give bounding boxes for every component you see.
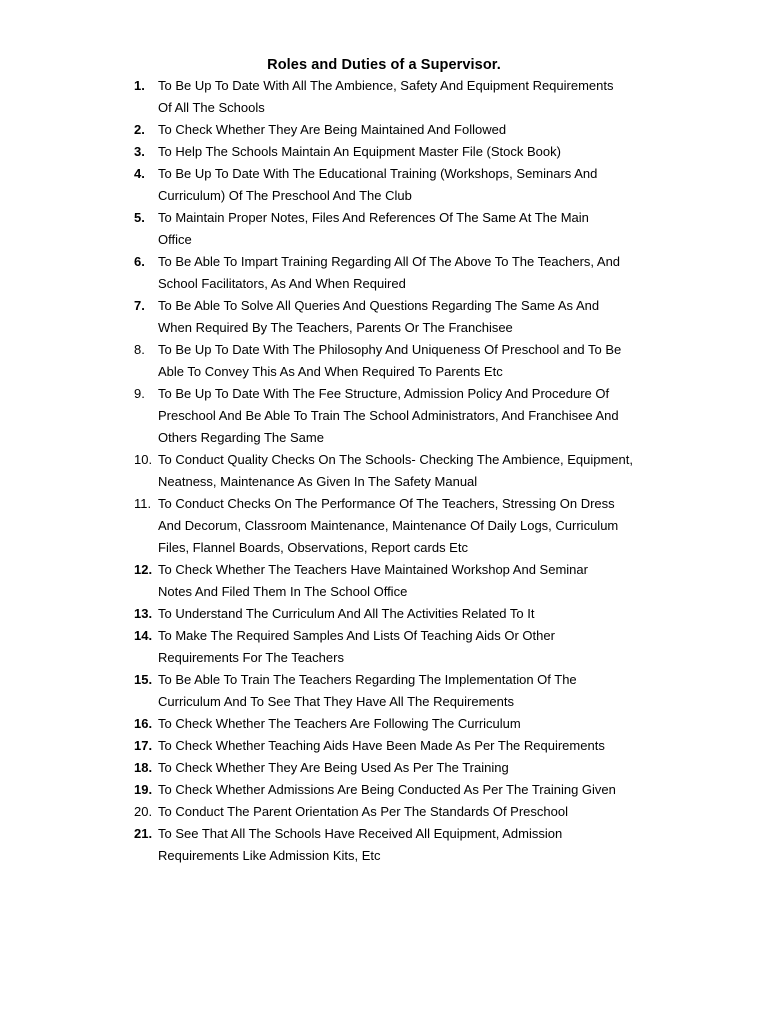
- duty-number: 4.: [134, 166, 145, 181]
- duty-text-line: Office: [158, 232, 192, 247]
- duty-text-line: Requirements Like Admission Kits, Etc: [158, 848, 381, 863]
- duty-item: [134, 823, 664, 867]
- duty-number: 13.: [134, 606, 153, 621]
- duty-number: 15.: [134, 672, 153, 687]
- duty-text-line: To Be Up To Date With The Philosophy And Uniqueness Of Preschool and To Be: [158, 342, 622, 357]
- duty-text-line: To Be Up To Date With All The Ambience, Safety And Equipment Requirements: [158, 78, 614, 93]
- duty-number: 14.: [134, 628, 153, 643]
- duty-text-line: To Be Able To Solve All Queries And Questions Regarding The Same As And: [158, 298, 600, 313]
- duty-text-line: Neatness, Maintenance As Given In The Safety Manual: [158, 474, 478, 489]
- duty-text-line: Preschool And Be Able To Train The School Administrators, And Franchisee And: [158, 408, 619, 423]
- duty-item: [134, 713, 664, 735]
- duty-item: [134, 251, 664, 295]
- duty-text-line: To Check Whether The Teachers Have Maintained Workshop And Seminar: [158, 562, 588, 577]
- duty-number: 12.: [134, 562, 153, 577]
- duty-number: 6.: [134, 254, 145, 269]
- duty-text-line: Requirements For The Teachers: [158, 650, 344, 665]
- duty-text-line: And Decorum, Classroom Maintenance, Maintenance Of Daily Logs, Curriculum: [158, 518, 619, 533]
- duty-number: 18.: [134, 760, 153, 775]
- duty-item: [134, 757, 664, 779]
- duty-text-line: To Conduct Checks On The Performance Of The Teachers, Stressing On Dress: [158, 496, 615, 511]
- duty-text-line: To Check Whether Teaching Aids Have Been Made As Per The Requirements: [158, 738, 605, 753]
- duty-number: 9.: [134, 386, 145, 401]
- duty-text-line: To Check Whether They Are Being Used As Per The Training: [158, 760, 509, 775]
- duty-number: 7.: [134, 298, 145, 313]
- duty-item: [134, 75, 664, 119]
- duty-text-line: To See That All The Schools Have Received All Equipment, Admission: [158, 826, 563, 841]
- duty-text-line: To Help The Schools Maintain An Equipment Master File (Stock Book): [158, 144, 561, 159]
- duty-text-line: Able To Convey This As And When Required To Parents Etc: [158, 364, 503, 379]
- duty-item: [134, 735, 664, 757]
- document-title: Roles and Duties of a Supervisor.: [267, 57, 501, 73]
- duty-number: 21.: [134, 826, 153, 841]
- duty-item: [134, 779, 664, 801]
- duty-number: 3.: [134, 144, 145, 159]
- duty-number: 10.: [134, 452, 153, 467]
- duty-number: 19.: [134, 782, 153, 797]
- duty-number: 2.: [134, 122, 145, 137]
- duty-text-line: To Be Up To Date With The Fee Structure, Admission Policy And Procedure Of: [158, 386, 610, 401]
- duty-text-line: To Understand The Curriculum And All The Activities Related To It: [158, 606, 535, 621]
- duty-item: [134, 207, 664, 251]
- duty-text-line: Files, Flannel Boards, Observations, Report cards Etc: [158, 540, 468, 555]
- duty-item: [134, 339, 664, 383]
- duty-item: [134, 449, 664, 493]
- duty-item: [134, 801, 664, 823]
- duty-text-line: To Be Up To Date With The Educational Training (Workshops, Seminars And: [158, 166, 598, 181]
- duty-item: [134, 119, 664, 141]
- duty-text-line: School Facilitators, As And When Required: [158, 276, 406, 291]
- duty-text-line: To Check Whether The Teachers Are Following The Curriculum: [158, 716, 521, 731]
- duty-number: 1.: [134, 78, 145, 93]
- duty-text-line: Notes And Filed Them In The School Office: [158, 584, 408, 599]
- duty-text-line: When Required By The Teachers, Parents Or The Franchisee: [158, 320, 513, 335]
- duty-item: [134, 295, 664, 339]
- duty-item: [134, 383, 664, 449]
- duties-list: [134, 75, 664, 867]
- duty-number: 11.: [134, 496, 152, 511]
- duty-number: 8.: [134, 342, 145, 357]
- duty-text-line: Others Regarding The Same: [158, 430, 324, 445]
- duty-item: [134, 559, 664, 603]
- duty-text-line: To Check Whether They Are Being Maintained And Followed: [158, 122, 507, 137]
- duty-item: [134, 141, 664, 163]
- duty-text-line: To Be Able To Train The Teachers Regarding The Implementation Of The: [158, 672, 577, 687]
- duty-item: [134, 669, 664, 713]
- duty-text-line: To Make The Required Samples And Lists Of Teaching Aids Or Other: [158, 628, 555, 643]
- duty-text-line: To Conduct The Parent Orientation As Per The Standards Of Preschool: [158, 804, 568, 819]
- duty-text-line: To Conduct Quality Checks On The Schools- Checking The Ambience, Equipment,: [158, 452, 633, 467]
- duty-text-line: Of All The Schools: [158, 100, 265, 115]
- duty-number: 20.: [134, 804, 153, 819]
- duty-item: [134, 625, 664, 669]
- duty-text-line: Curriculum And To See That They Have All The Requirements: [158, 694, 515, 709]
- duty-item: [134, 603, 664, 625]
- duty-text-line: Curriculum) Of The Preschool And The Club: [158, 188, 412, 203]
- duty-text-line: To Be Able To Impart Training Regarding All Of The Above To The Teachers, And: [158, 254, 621, 269]
- duty-text-line: To Maintain Proper Notes, Files And References Of The Same At The Main: [158, 210, 589, 225]
- duty-item: [134, 163, 664, 207]
- duty-number: 16.: [134, 716, 153, 731]
- duty-number: 5.: [134, 210, 145, 225]
- duty-text-line: To Check Whether Admissions Are Being Conducted As Per The Training Given: [158, 782, 616, 797]
- duty-number: 17.: [134, 738, 153, 753]
- duty-item: [134, 493, 664, 559]
